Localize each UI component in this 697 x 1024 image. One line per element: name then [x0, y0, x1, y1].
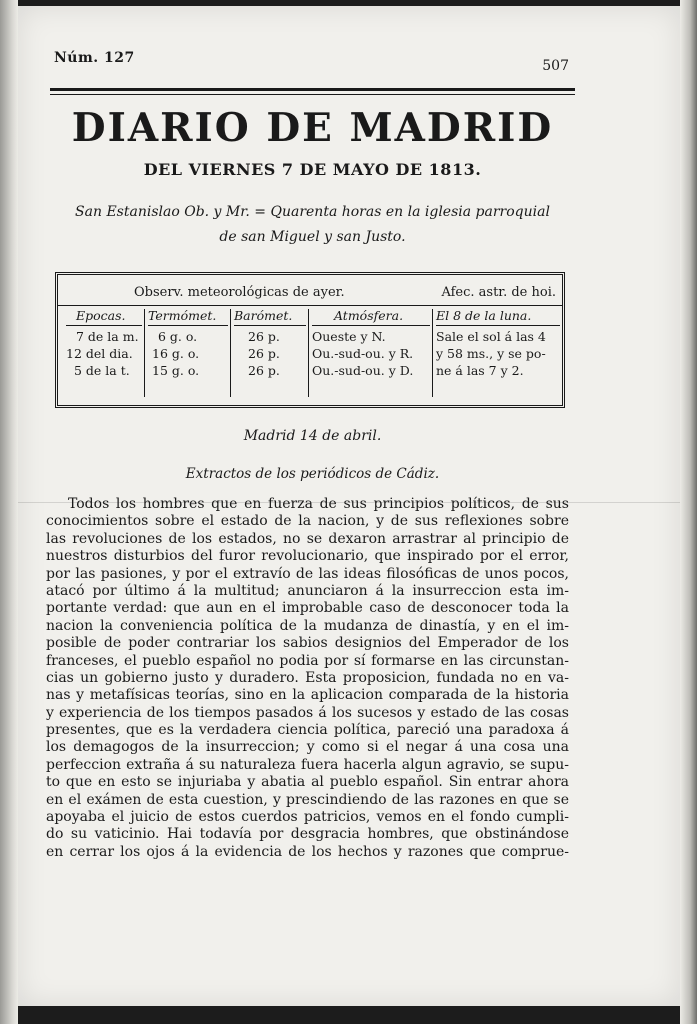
- article-subtitle: Extractos de los periódicos de Cádiz.: [185, 466, 440, 482]
- cell: 26 p.: [248, 329, 280, 344]
- article-line: presentes, que es la verdadera ciencia política, pareció una paradoxa á: [46, 722, 569, 739]
- cell: 15 g. o.: [152, 363, 200, 378]
- page-number: 507: [542, 58, 569, 74]
- article-line: las revoluciones de los estados, no se dexaron arrastrar al principio de: [46, 530, 569, 547]
- article-body: [46, 496, 569, 861]
- weather-heading-rule: [58, 305, 562, 306]
- article-line: en el exámen de esta cuestion, y prescindiendo de las razones en que se: [46, 791, 569, 808]
- cell: 5 de la t.: [74, 363, 130, 378]
- issue-number: Núm. 127: [54, 50, 135, 66]
- cell: 26 p.: [248, 363, 280, 378]
- article-line: cias un gobierno justo y duradero. Esta proposicion, fundada no en va-: [46, 669, 569, 686]
- saints-of-day: [50, 200, 575, 250]
- weather-col-barometro: [234, 307, 306, 403]
- issue-date: DEL VIERNES 7 DE MAYO DE 1813.: [143, 160, 482, 179]
- article-line: nacion la conveniencia política de la mudanza de dinastía, y en el im-: [46, 617, 569, 634]
- weather-col-epocas: [66, 307, 142, 403]
- cell: Oueste y N.: [312, 329, 386, 344]
- article-line: portante verdad: que aun en el improbable caso de desconocer toda la: [46, 600, 569, 617]
- saints-line-2: de san Miguel y san Justo.: [219, 229, 406, 245]
- article-line: en cerrar los ojos á la evidencia de los hechos y razones que comprue-: [46, 843, 569, 860]
- weather-col-atmosfera: [312, 307, 430, 403]
- weather-table: [55, 272, 565, 408]
- article-dateline: Madrid 14 de abril.: [243, 428, 382, 444]
- col-separator: [144, 309, 145, 397]
- cell: 26 p.: [248, 346, 280, 361]
- article-line: y experiencia de los tiempos pasados á los sucesos y estado de las cosas: [46, 704, 569, 721]
- article-line: nuestros disturbios del furor revolucionario, que inspirado por el error,: [46, 548, 569, 565]
- article-line: perfeccion extraña á su naturaleza fuera hacerla algun agravio, se supu-: [46, 756, 569, 773]
- article-line: atacó por último á la multitud; anunciaron á la insurreccion esta im-: [46, 582, 569, 599]
- col-separator: [308, 309, 309, 397]
- col-header: Barómet.: [234, 307, 306, 326]
- col-separator: [230, 309, 231, 397]
- cell: ne á las 7 y 2.: [436, 363, 524, 378]
- article-line: Todos los hombres que en fuerza de sus principios políticos, de sus: [68, 496, 569, 512]
- cell: 12 del dia.: [66, 346, 133, 361]
- article-line: do su vaticinio. Hai todavía por desgracia hombres, que obstinándose: [46, 826, 569, 843]
- page-edge-right: [680, 0, 697, 1024]
- saints-line-1: San Estanislao Ob. y Mr. = Quarenta horas en la iglesia parroquial: [75, 204, 550, 220]
- weather-col-luna: [436, 307, 560, 403]
- cell: Sale el sol á las 4: [436, 329, 546, 344]
- newspaper-title: DIARIO DE MADRID: [71, 105, 554, 151]
- header-rule-top: [50, 88, 575, 91]
- cell: Ou.-sud-ou. y D.: [312, 363, 414, 378]
- cell: y 58 ms., y se po-: [436, 346, 546, 361]
- col-separator: [432, 309, 433, 397]
- weather-col-termometro: [148, 307, 228, 403]
- col-header: El 8 de la luna.: [436, 307, 560, 326]
- cell: 6 g. o.: [158, 329, 198, 344]
- article-line: los demagogos de la insurreccion; y como si el negar á una cosa una: [46, 739, 569, 756]
- weather-heading-left: Observ. meteorológicas de ayer.: [134, 285, 345, 300]
- col-header: Termómet.: [148, 307, 228, 326]
- cell: 7 de la m.: [76, 329, 139, 344]
- cell: 16 g. o.: [152, 346, 200, 361]
- article-line: posible de poder contrariar los sabios designios del Emperador de los: [46, 635, 569, 652]
- article-line: to que en esto se injuriaba y abatia al pueblo español. Sin entrar ahora: [46, 774, 569, 791]
- article-line: por las pasiones, y por el extravío de las ideas filosóficas de unos pocos,: [46, 565, 569, 582]
- weather-heading-right: Afec. astr. de hoi.: [441, 285, 556, 300]
- article-line: apoyaba el juicio de estos cuerdos patricios, vemos en el fondo cumpli-: [46, 809, 569, 826]
- article-line: conocimientos sobre el estado de la nacion, y de sus reflexiones sobre: [46, 513, 569, 530]
- page-gutter-left: [0, 0, 18, 1024]
- col-header: Epocas.: [66, 307, 142, 326]
- article-line: nas y metafísicas teorías, sino en la aplicacion comparada de la historia: [46, 687, 569, 704]
- col-header: Atmósfera.: [312, 307, 430, 326]
- article-line: franceses, el pueblo español no podia por sí formarse en las circunstan-: [46, 652, 569, 669]
- header-rule-thin: [50, 94, 575, 95]
- cell: Ou.-sud-ou. y R.: [312, 346, 414, 361]
